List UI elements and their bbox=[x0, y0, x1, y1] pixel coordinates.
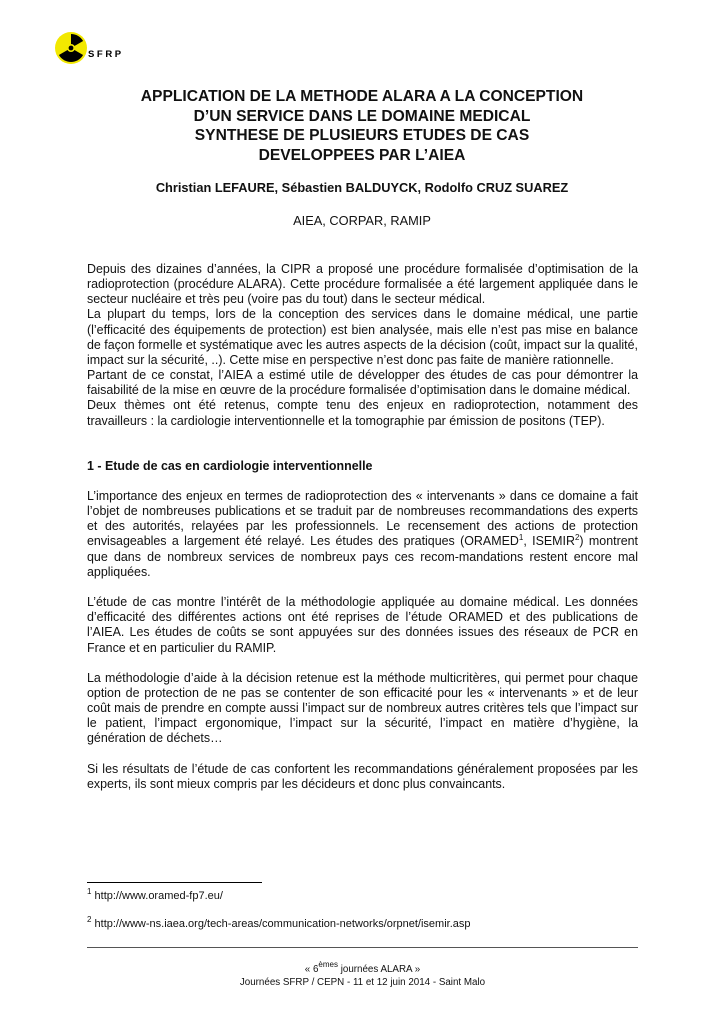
body-text bbox=[87, 262, 638, 792]
footer-line bbox=[87, 960, 638, 977]
radiation-trefoil-icon bbox=[54, 31, 88, 65]
title-line: D’UN SERVICE DANS LE DOMAINE MEDICAL bbox=[193, 107, 531, 125]
footnote-link[interactable]: http://www-ns.iaea.org/tech-areas/communication-networks/orpnet/isemir.asp bbox=[94, 918, 471, 930]
paragraph-text: L’importance des enjeux en termes de radioprotection des « intervenants » dans ce domaine a fait l’objet de nombreuses publications et se traduit par de nombreuses recommandations des experts et des autorités, relayées par les professionnels. Le recensement des actions de protection envisageables a largement été relayé. Les études des pratiques (ORAMED bbox=[87, 489, 638, 549]
footer-line: Journées SFRP / CEPN - 11 et 12 juin 2014 - Saint Malo bbox=[239, 976, 486, 988]
footnote-ref[interactable]: 1 bbox=[518, 533, 524, 543]
title-line: SYNTHESE DE PLUSIEURS ETUDES DE CAS bbox=[194, 127, 530, 144]
paragraph-text: ) montrent que dans de nombreux services de nombreux pays ces recom-mandations restent encore mal appliquées. bbox=[87, 534, 638, 579]
page-footer bbox=[87, 960, 638, 989]
authors: Christian LEFAURE, Sébastien BALDUYCK, Rodolfo CRUZ SUAREZ bbox=[155, 180, 569, 195]
intro-paragraph: Depuis des dizaines d’années, la CIPR a proposé une procédure formalisée d’optimisation de la radioprotection (procédure ALARA). Cette procédure formalisée a été largement appliquée dans le secteur nucléaire et très peu (voire pas du tout) dans le secteur médical. bbox=[87, 262, 638, 307]
section-heading: 1 - Etude de cas en cardiologie interventionnelle bbox=[87, 458, 373, 473]
sfrp-logo bbox=[54, 31, 144, 67]
footnote-ref[interactable]: 2 bbox=[574, 533, 580, 543]
title-line: DEVELOPPEES PAR L’AIEA bbox=[258, 146, 466, 164]
footnote-number: 2 bbox=[87, 915, 92, 924]
paragraph-text: , ISEMIR bbox=[523, 534, 575, 549]
intro-paragraph: Deux thèmes ont été retenus, compte tenu des enjeux en radioprotection, notamment des travailleurs : la cardiologie interventionnelle et la tomographie par émission de positons (TEP). bbox=[87, 398, 638, 428]
footnote-number: 1 bbox=[87, 887, 92, 896]
footnote-link[interactable]: http://www.oramed-fp7.eu/ bbox=[94, 890, 223, 902]
footer-text: journées ALARA » bbox=[337, 964, 421, 975]
logo-text: SFRP bbox=[88, 49, 124, 60]
footnote-divider bbox=[87, 882, 262, 883]
intro-paragraph: La plupart du temps, lors de la conception des services dans le domaine médical, une partie (l’efficacité des équipements de protection) est bien analysée, mais elle n’est pas mise en balance de façon formelle et systématique avec les autres aspects de la décision (coût, impact sur la qualité, impact sur la sécurité, ..). Cette mise en perspective n’est donc pas faite de manière rationnelle. bbox=[87, 307, 638, 367]
footer-text: « 6 bbox=[304, 964, 319, 975]
page-title bbox=[60, 87, 664, 165]
footer-divider bbox=[87, 947, 638, 948]
footnote bbox=[87, 887, 223, 903]
section-paragraph: Si les résultats de l’étude de cas confortent les recommandations généralement proposées par les experts, ils sont mieux compris par les décideurs et donc plus convaincants. bbox=[87, 761, 638, 791]
intro-paragraph: Partant de ce constat, l’AIEA a estimé utile de développer des études de cas pour démontrer la faisabilité de la mise en œuvre de la procédure formalisée d’optimisation dans le domaine médical. bbox=[87, 368, 638, 398]
section-paragraph: L’étude de cas montre l’intérêt de la méthodologie appliquée au domaine médical. Les données d’efficacité des différentes actions ont été reprises de l’étude ORAMED et des publications de l’AIEA. Les études de coûts se sont appuyées sur des données issues des réseaux de PCR en France et en particulier du RAMIP. bbox=[87, 595, 638, 655]
affiliations: AIEA, CORPAR, RAMIP bbox=[293, 213, 431, 228]
footer-superscript: èmes bbox=[318, 960, 338, 969]
section-paragraph: La méthodologie d’aide à la décision retenue est la méthode multicritères, qui permet pour chaque option de protection de ne pas se contenter de son efficacité pour les « intervenants » et de leur coût mais de prendre en compte aussi l’impact sur de nombreux autres critères tels que l’impact sur le patient, l’impact ergonomique, l’impact sur la sécurité, l’impact en matière d’hygiène, la génération de déchets… bbox=[87, 670, 638, 746]
title-line: APPLICATION DE LA METHODE ALARA A LA CONCEPTION bbox=[140, 88, 584, 105]
footnote bbox=[87, 915, 471, 931]
section-paragraph bbox=[87, 489, 638, 580]
